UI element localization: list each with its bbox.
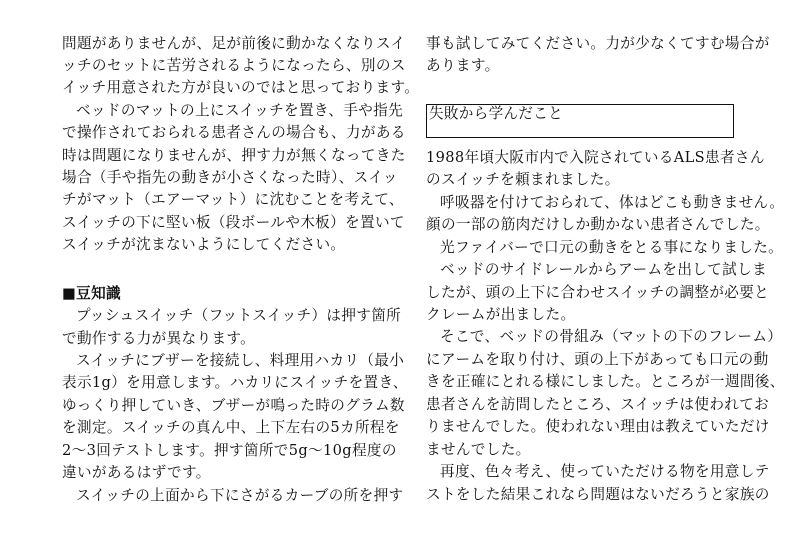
paragraph-start-line: 光ファイバーで口元の動きをとる事になりました。	[440, 239, 784, 256]
text-line: 問題がありませんが、足が前後に動かなくなりスイ	[62, 35, 406, 52]
text-line: ませんでした。	[426, 441, 531, 458]
section-title: 失敗から学んだこと	[429, 105, 564, 122]
text-line: したが、頭の上下に合わせスイッチの調整が必要と	[426, 284, 770, 301]
text-line: 2～3回テストします。押す箇所で5g～10g程度の	[62, 442, 397, 459]
tips-heading: ■豆知識	[62, 285, 121, 302]
text-line: ッチのセットに苦労されるようになったら、別のス	[62, 57, 406, 74]
text-line: きを正確にとれる様にしました。ところが一週間後、	[426, 373, 785, 390]
text-line: あります。	[426, 57, 500, 74]
text-line: 表示1g）を用意します。ハカリにスイッチを置き、	[62, 374, 408, 391]
section-title-box	[426, 104, 734, 138]
text-line: のスイッチを頼まれました。	[426, 171, 620, 188]
text-line: 場合（手や指先の動きが小さくなった時）、スイッ	[62, 169, 398, 186]
text-line: 1988年頃大阪市内で入院されているALS患者さん	[426, 149, 765, 166]
text-line: 顔の一部の筋肉だけしか動かない患者さんでした。	[426, 216, 770, 233]
paragraph-start-line: 呼吸器を付けておられて、体はどこも動きません。	[440, 194, 785, 211]
paragraph-start-line: ベッドのサイドレールからアームを出して試しま	[440, 261, 768, 278]
paragraph-start-line: ベッドのマットの上にスイッチを置き、手や指先	[76, 102, 404, 119]
text-line: で動作する力が異なります。	[62, 330, 256, 347]
text-line: 事も試してみてください。力が少なくてすむ場合が	[426, 35, 770, 52]
text-line: 時は問題になりませんが、押す力が無くなってきた	[62, 147, 406, 164]
text-line: スイッチの下に堅い板（段ボールや木板）を置いて	[62, 214, 405, 231]
text-line: で操作されておられる患者さんの場合も、力がある	[62, 124, 406, 141]
text-line: クレームが出ました。	[426, 306, 576, 323]
paragraph-start-line: スイッチの上面から下にさがるカーブの所を押す	[76, 487, 404, 504]
paragraph-start-line: プッシュスイッチ（フットスイッチ）は押す箇所	[76, 307, 402, 324]
text-line: ストをした結果これなら問題はないだろうと家族の	[426, 486, 770, 503]
paragraph-start-line: スイッチにブザーを接続し、料理用ハカリ（最小	[76, 352, 405, 369]
paragraph-start-line: 再度、色々考え、使っていただける物を用意しテ	[440, 463, 770, 480]
text-line: スイッチが沈まないようにしてください。	[62, 236, 346, 253]
text-line: イッチ用意された方が良いのではと思っております。	[62, 79, 420, 96]
text-line: にアームを取り付け、頭の上下があっても口元の動	[426, 351, 769, 368]
text-line: ゆっくり押していき、ブザーが鳴った時のグラム数	[62, 397, 405, 414]
text-line: を測定。スイッチの真ん中、上下左右の5カ所程を	[62, 419, 400, 436]
paragraph-start-line: そこで、ベッドの骨組み（マットの下のフレーム）	[440, 328, 783, 345]
text-line: りませんでした。使われない理由は教えていただけ	[426, 418, 770, 435]
text-line: 違いがあるはずです。	[62, 464, 211, 481]
text-line: チがマット（エアーマット）に沈むことを考えて、	[62, 191, 404, 208]
text-line: 患者さんを訪問したところ、スイッチは使われてお	[426, 396, 770, 413]
